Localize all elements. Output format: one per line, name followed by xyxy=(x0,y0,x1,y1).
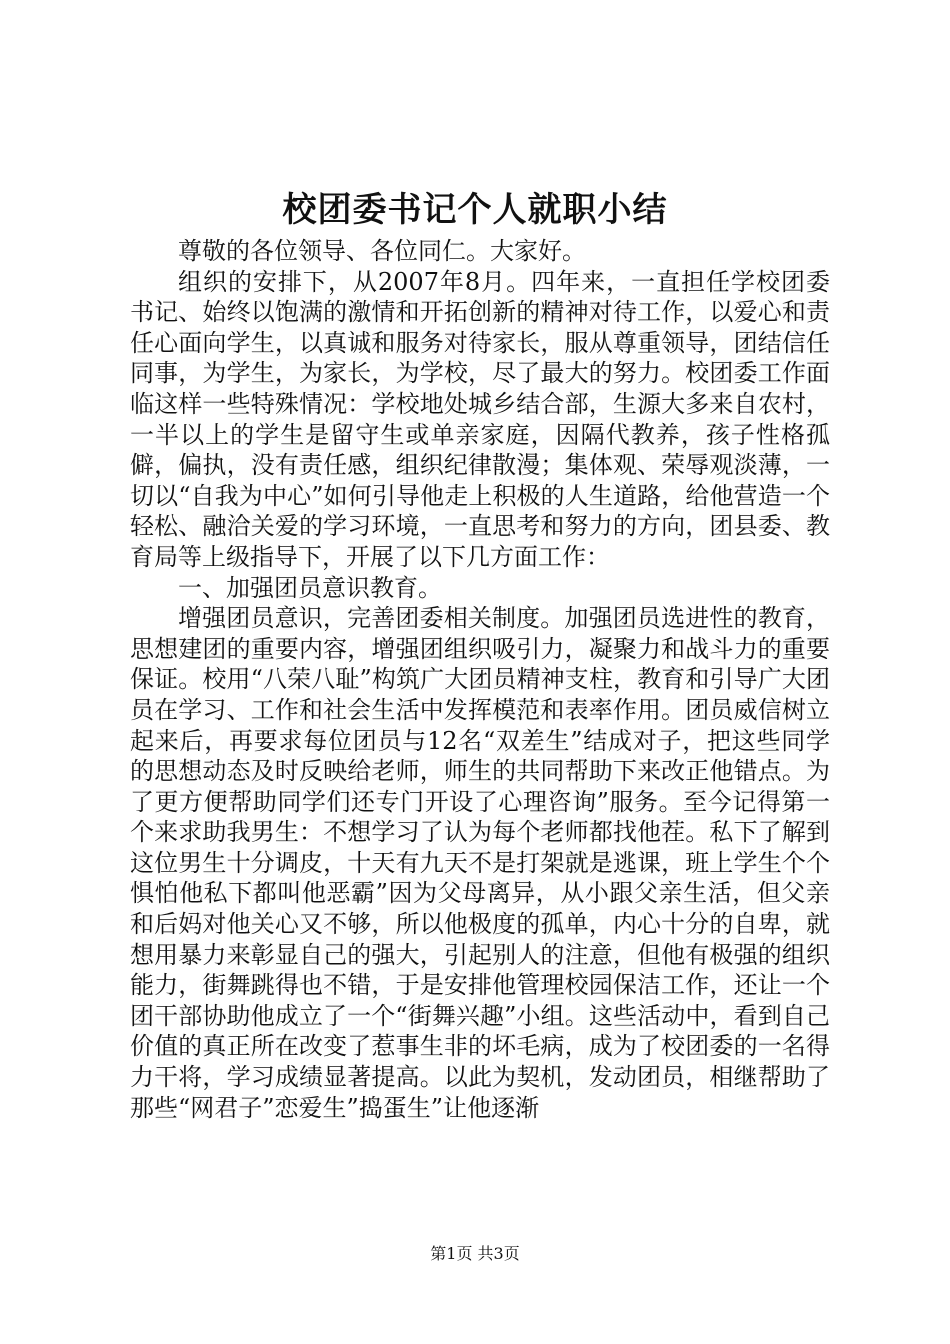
paragraph-section-1: 增强团员意识，完善团委相关制度。加强团员选进性的教育，思想建团的重要内容，增强团组织吸引力，凝聚力和战斗力的重要保证。校用“八荣八耻”构筑广大团员精神支柱，教育和引导广大团员在学习、工作和社会生活中发挥模范和表率作用。团员威信树立起来后，再要求每位团员与12名“双差生”结成对子，把这些同学的思想动态及时反映给老师，师生的共同帮助下来改正他错点。为了更方便帮助同学们还专门开设了心理咨询”服务。至今记得第一个来求助我男生：不想学习了认为每个老师都找他茬。私下了解到这位男生十分调皮，十天有九天不是打架就是逃课，班上学生个个惧怕他私下都叫他恶霸”因为父母离异，从小跟父亲生活，但父亲和后妈对他关心又不够，所以他极度的孤单，内心十分的自卑，就想用暴力来彰显自己的强大，引起别人的注意，但他有极强的组织能力，街舞跳得也不错，于是安排他管理校园保洁工作，还让一个团干部协助他成立了一个“街舞兴趣”小组。这些活动中，看到自己价值的真正所在改变了惹事生非的坏毛病，成为了校团委的一名得力干将，学习成绩显著提高。以此为契机，发动团员，相继帮助了那些“网君子”恋爱生”捣蛋生”让他逐渐 xyxy=(130,604,830,1122)
paragraph-greeting: 尊敬的各位领导、各位同仁。大家好。 xyxy=(178,237,586,265)
document-title: 校团委书记个人就职小结 xyxy=(282,190,668,230)
document-body xyxy=(130,236,830,1123)
paragraph-introduction: 组织的安排下，从2007年8月。四年来，一直担任学校团委书记、始终以饱满的激情和开拓创新的精神对待工作，以爱心和责任心面向学生，以真诚和服务对待家长，服从尊重领导，团结信任同事，为学生，为家长，为学校，尽了最大的努力。校团委工作面临这样一些特殊情况：学校地处城乡结合部，生源大多来自农村，一半以上的学生是留守生或单亲家庭，因隔代教养，孩子性格孤僻，偏执，没有责任感，组织纪律散漫；集体观、荣辱观淡薄，一切以“自我为中心”如何引导他走上积极的人生道路，给他营造一个轻松、融洽关爱的学习环境，一直思考和努力的方向，团县委、教育局等上级指导下，开展了以下几方面工作： xyxy=(130,267,830,571)
section-heading-1: 一、加强团员意识教育。 xyxy=(178,573,442,602)
page-footer: 第1页 共3页 xyxy=(430,1244,520,1263)
